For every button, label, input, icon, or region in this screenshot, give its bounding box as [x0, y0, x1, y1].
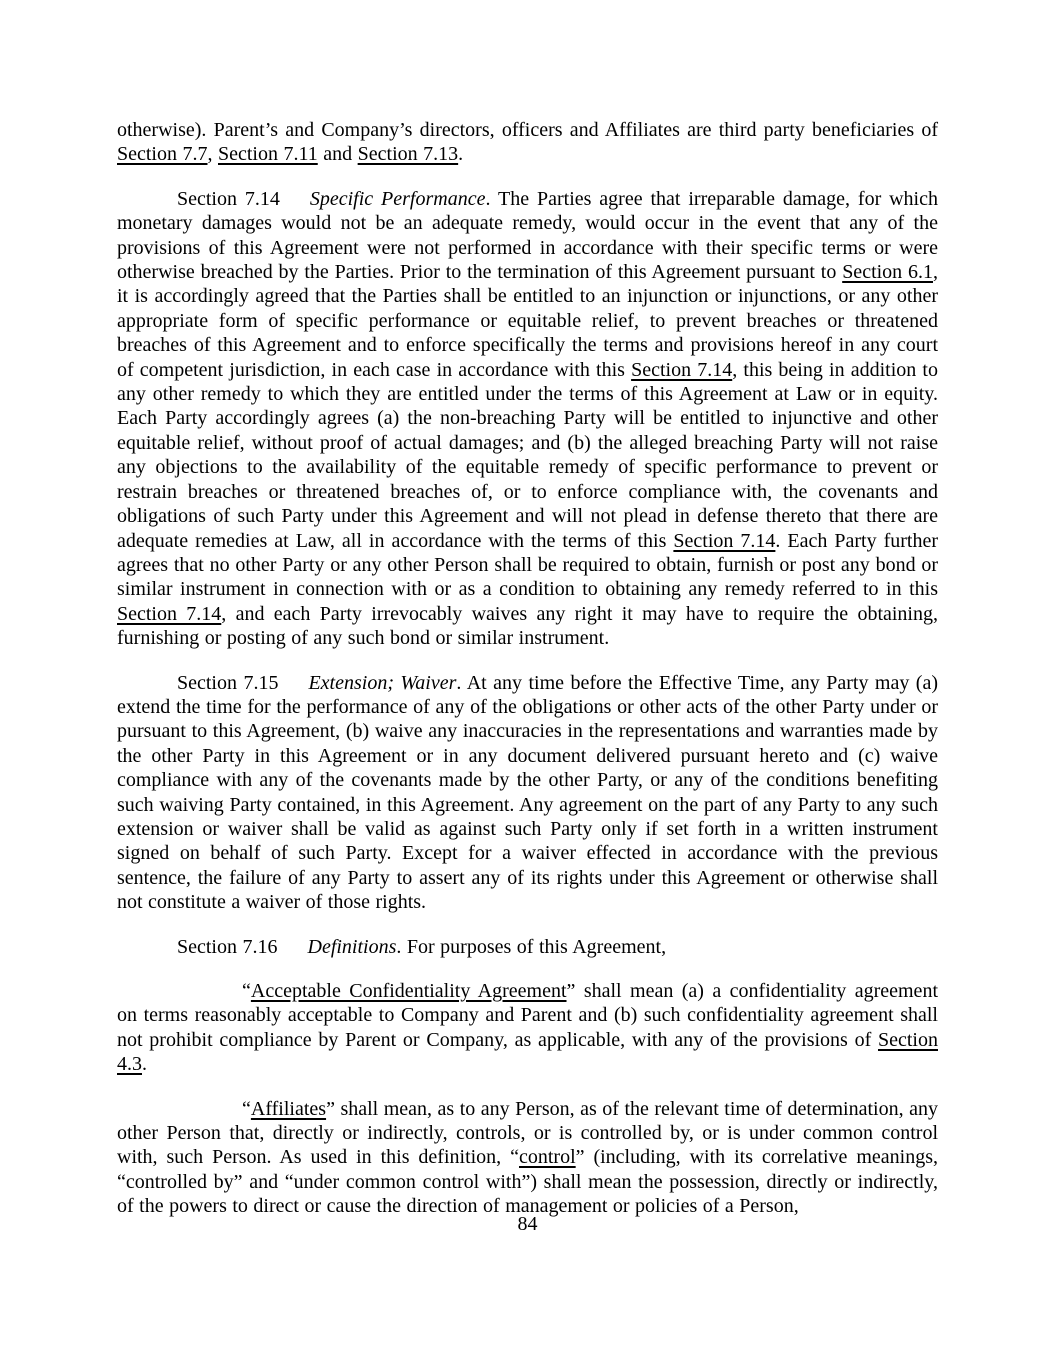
text-run: Affiliates: [250, 1097, 327, 1120]
text-run: , and each Party irrevocably waives any right it may have to require the obtaining, furnishing or posting of any such bond or similar instrument.: [117, 602, 938, 650]
text-run: ” shall mean (a) a confidentiality agreement on terms reasonably acceptable to Company and Parent and (b) such confidentiality agreement shall not prohibit compliance by Parent or Company, as applicable, with any of the provisions of: [117, 980, 938, 1051]
text-run: . Each Party further agrees that no other Party or any other Person shall be required to obtain, furnish or post any bond or similar instrument in connection with or as a condition to obtaining any remedy referred to in this: [117, 529, 938, 601]
text-run: Acceptable Confidentiality Agreement: [250, 980, 567, 1002]
text-run: Section 7.13: [357, 143, 459, 166]
text-run: Specific Performance: [309, 187, 486, 210]
text-run: , this being in addition to any other remedy to which they are entitled under the terms of this Agreement at Law or in equity. Each Party accordingly agrees (a) the non-breaching Party will be entitled to injunctive and other equitable relief, without proof of actual damages; and (b) the alleged breaching Party will not raise any objections to the availability of the equitable remedy of specific performance to prevent or restrain breaches or threatened breaches of, or to enforce compliance with, the covenants and obligations of such Party under this Agreement and will not plead in defense thereto that there are adequate remedies at Law, all in accordance with the terms of this: [117, 358, 938, 552]
text-run: Section 7.14: [117, 602, 222, 625]
text-run: Definitions: [307, 935, 397, 958]
text-run: Section 7.16: [177, 935, 278, 958]
paragraph: [117, 187, 938, 651]
paragraph: [117, 118, 938, 167]
page-number: 84: [517, 1213, 538, 1235]
text-run: Section 4.3: [117, 1028, 938, 1076]
text-run: “: [242, 980, 251, 1002]
text-run: Section 7.15: [177, 671, 279, 694]
text-run: and: [317, 143, 358, 166]
text-run: Section 7.11: [218, 143, 318, 166]
text-run: Extension; Waiver: [308, 671, 457, 694]
text-run: . At any time before the Effective Time, any Party may (a) extend the time for the performance of any of the obligations or other acts of the other Party under or pursuant to this Agreement, (b) waive any inaccuracies in the representations and warranties made by the other Party in this Agreement or in any document delivered pursuant hereto and (c) waive compliance with any of the covenants made by the other Party, or any of the conditions benefiting such waiving Party contained, in this Agreement. Any agreement on the part of any Party to any such extension or waiver shall be valid as against such Party only if set forth in a written instrument signed on behalf of such Party. Except for a waiver effected in accordance with the previous sentence, the failure of any Party to assert any of its rights under this Agreement or otherwise shall not constitute a waiver of those rights.: [117, 671, 938, 914]
document-body: [117, 118, 938, 1239]
paragraph: [117, 935, 938, 959]
text-run: .: [458, 143, 464, 166]
text-run: .: [142, 1053, 147, 1076]
text-run: ” shall mean, as to any Person, as of the relevant time of determination, any other Person that, directly or indirectly, controls, or is controlled by, or is under common control with, such Person. As used in this definition, “: [117, 1097, 938, 1169]
text-run: ,: [207, 143, 218, 166]
text-run: . The Parties agree that irreparable damage, for which monetary damages would not be an adequate remedy, would occur in the event that any of the provisions of this Agreement were not performed in accordance with their specific terms or were otherwise breached by the Parties. Prior to the termination of this Agreement pursuant to: [117, 187, 938, 284]
text-run: Section 6.1: [842, 261, 933, 284]
paragraph: [117, 979, 938, 1077]
text-run: “: [242, 1097, 251, 1120]
text-run: ” (including, with its correlative meanings, “controlled by” and “under common control with”) shall mean the possession, directly or indirectly, of the powers to direct or cause the direction of management or policies of a Person,: [117, 1146, 938, 1218]
paragraph: [117, 1097, 938, 1219]
text-run: Section 7.14: [631, 358, 733, 381]
paragraph: [117, 671, 938, 915]
text-run: Section 7.14: [673, 529, 776, 552]
text-run: Section 7.14: [177, 187, 280, 210]
text-run: otherwise). Parent’s and Company’s directors, officers and Affiliates are third party beneficiaries of: [117, 119, 938, 141]
text-run: , it is accordingly agreed that the Parties shall be entitled to an injunction or injunctions, or any other appropriate form of specific performance or equitable relief, to prevent breaches or threatened breaches of this Agreement and to enforce specifically the terms and provisions hereof in any court of competent jurisdiction, in each case in accordance with this: [117, 261, 938, 381]
text-run: . For purposes of this Agreement,: [396, 935, 667, 958]
text-run: control: [519, 1146, 576, 1169]
text-run: Section 7.7: [117, 143, 208, 166]
